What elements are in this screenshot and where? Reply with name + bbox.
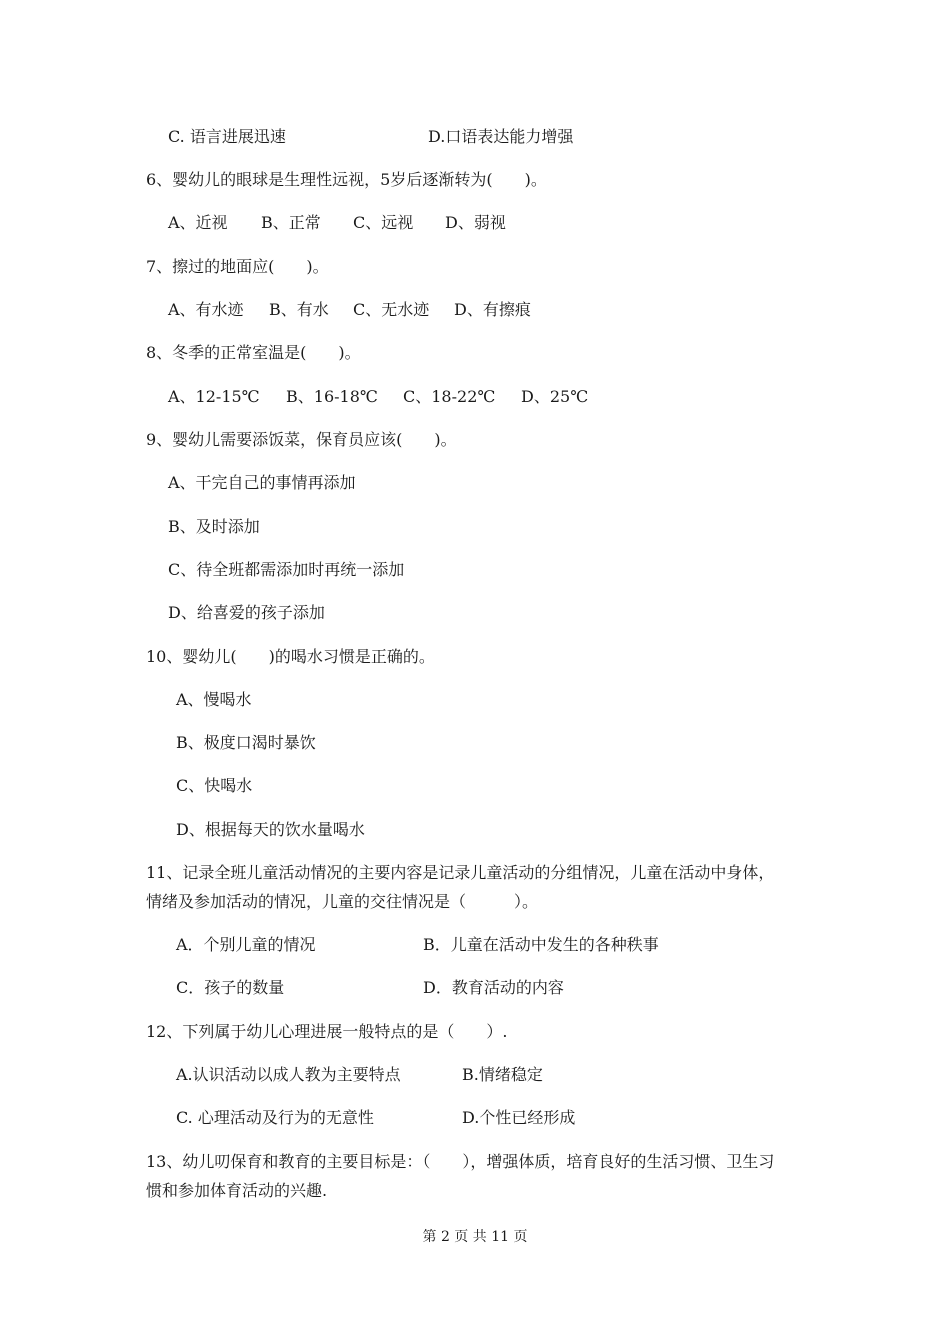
q10-stem: 10、婴幼儿( )的喝水习惯是正确的。 <box>146 647 435 666</box>
q12-stem: 12、下列属于幼儿心理进展一般特点的是（ ）. <box>146 1022 508 1041</box>
q8-option-a: A、12-15℃ <box>168 387 260 406</box>
q9-option-d: D、给喜爱的孩子添加 <box>168 603 325 622</box>
q10-option-a: A、慢喝水 <box>176 690 252 709</box>
page-footer: 第 2 页 共 11 页 <box>422 1229 528 1245</box>
q7-stem: 7、擦过的地面应( )。 <box>146 257 329 276</box>
q9-stem: 9、婴幼儿需要添饭菜，保育员应该( )。 <box>146 430 457 449</box>
q7-option-a: A、有水迹 <box>168 300 244 319</box>
q5-option-c: C. 语言进展迅速 <box>168 127 286 146</box>
q12-option-c: C. 心理活动及行为的无意性 <box>176 1108 374 1127</box>
q11-stem-line2: 情绪及参加活动的情况，儿童的交往情况是（ ）。 <box>146 892 539 911</box>
q7-option-c: C、无水迹 <box>353 300 430 319</box>
q11-option-d: D．教育活动的内容 <box>423 978 564 997</box>
q9-option-b: B、及时添加 <box>168 517 260 536</box>
q7-option-d: D、有擦痕 <box>454 300 531 319</box>
q6-option-b: B、正常 <box>261 213 321 232</box>
q8-stem: 8、冬季的正常室温是( )。 <box>146 343 361 362</box>
q11-stem-line1: 11、记录全班儿童活动情况的主要内容是记录儿童活动的分组情况，儿童在活动中身体， <box>146 863 775 882</box>
q9-option-c: C、待全班都需添加时再统一添加 <box>168 560 405 579</box>
q13-stem-line2: 惯和参加体育活动的兴趣. <box>146 1181 328 1200</box>
q8-option-d: D、25℃ <box>521 387 589 406</box>
q10-option-b: B、极度口渴时暴饮 <box>176 733 316 752</box>
q8-option-c: C、18-22℃ <box>403 387 496 406</box>
q6-option-d: D、弱视 <box>445 213 506 232</box>
q8-option-b: B、16-18℃ <box>286 387 378 406</box>
q12-option-b: B.情绪稳定 <box>462 1065 543 1084</box>
q6-stem: 6、婴幼儿的眼球是生理性远视，5岁后逐渐转为( )。 <box>146 170 547 189</box>
q9-option-a: A、干完自己的事情再添加 <box>168 473 356 492</box>
q11-option-c: C．孩子的数量 <box>176 978 285 997</box>
q6-option-a: A、近视 <box>168 213 228 232</box>
q12-option-d: D.个性已经形成 <box>462 1108 576 1127</box>
q11-option-b: B．儿童在活动中发生的各种秩事 <box>423 935 659 954</box>
q12-option-a: A.认识活动以成人教为主要特点 <box>176 1065 401 1084</box>
q10-option-c: C、快喝水 <box>176 776 253 795</box>
q11-option-a: A．个别儿童的情况 <box>176 935 316 954</box>
q5-option-d: D.口语表达能力增强 <box>428 127 574 146</box>
q7-option-b: B、有水 <box>269 300 329 319</box>
q13-stem-line1: 13、幼儿叨保育和教育的主要目标是：（ ），增强体质，培育良好的生活习惯、卫生习 <box>146 1152 775 1171</box>
q6-option-c: C、远视 <box>353 213 414 232</box>
q10-option-d: D、根据每天的饮水量喝水 <box>176 820 365 839</box>
